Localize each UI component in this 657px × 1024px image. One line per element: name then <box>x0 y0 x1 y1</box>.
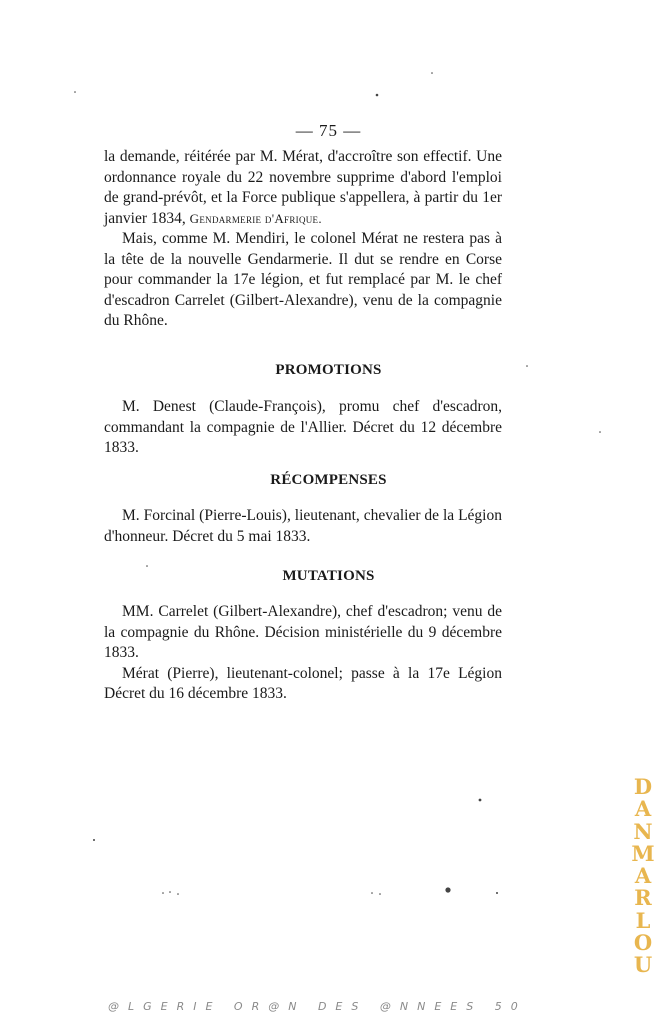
speck <box>379 893 381 895</box>
speck <box>445 887 450 892</box>
watermark-letter: N <box>633 818 653 844</box>
watermark-letter: M <box>631 840 655 866</box>
promotions-heading: PROMOTIONS <box>275 362 382 378</box>
recompenses-heading: RÉCOMPENSES <box>270 472 387 488</box>
speck <box>93 839 95 841</box>
watermark-letter: R <box>634 885 652 911</box>
mutations-heading: MUTATIONS <box>282 568 375 584</box>
watermark-letter: A <box>634 863 652 889</box>
recompenses-text: M. Forcinal (Pierre-Louis), lieutenant, chevalier de la Légion d'honneur. Décret du 5 mai 1833. <box>104 507 502 545</box>
watermark-letter: O <box>633 930 653 956</box>
watermark-vertical <box>630 776 656 977</box>
speck <box>169 891 171 893</box>
speck <box>146 565 148 567</box>
paragraph-2: Mais, comme M. Mendiri, le colonel Mérat ne restera pas à la tête de la nouvelle Gendarmerie. Il dut se rendre en Corse pour commander la 17e légion, et fut remplacé par M. le chef d'escadron Carrelet (Gilbert-Alexandre), venu de la compagnie du Rhône. <box>104 230 502 329</box>
intro-text <box>104 147 502 332</box>
footer-caption: @LGERIE OR@N DES @NNEES 50 <box>108 1000 527 1013</box>
paragraph-1-text: la demande, réitérée par M. Mérat, d'accroître son effectif. Une ordonnance royale du 22 novembre supprime d'abord l'emploi de grand-prévôt, et la Force publique s'appellera, à partir du 1er janvier 1834, <box>104 148 502 227</box>
promotions-section <box>104 397 502 459</box>
mutations-text-2: Mérat (Pierre), lieutenant-colonel; passe à la 17e Légion Décret du 16 décembre 1833. <box>104 664 502 702</box>
speck <box>376 94 379 97</box>
gendarmerie-afrique-label: Gendarmerie d'Afrique. <box>189 210 322 226</box>
speck <box>371 892 373 894</box>
watermark-letter: L <box>635 907 651 933</box>
speck <box>599 431 601 433</box>
recompenses-section <box>104 506 502 547</box>
watermark-letter: A <box>634 796 652 822</box>
mutations-text-1: MM. Carrelet (Gilbert-Alexandre), chef d'escadron; venu de la compagnie du Rhône. Décision ministérielle du 9 décembre 1833. <box>104 603 502 661</box>
promotions-text: M. Denest (Claude-François), promu chef d'escadron, commandant la compagnie de l'Allier. Décret du 12 décembre 1833. <box>104 398 502 456</box>
paragraph-1 <box>104 147 502 229</box>
speck <box>162 892 164 894</box>
speck <box>479 799 482 802</box>
mutations-section <box>104 602 502 705</box>
watermark-letter: D <box>633 774 653 799</box>
speck <box>74 91 76 93</box>
speck <box>496 892 498 894</box>
page-number: — 75 — <box>295 121 362 140</box>
watermark-letter: U <box>633 952 653 978</box>
speck <box>177 893 179 895</box>
speck <box>431 72 433 74</box>
